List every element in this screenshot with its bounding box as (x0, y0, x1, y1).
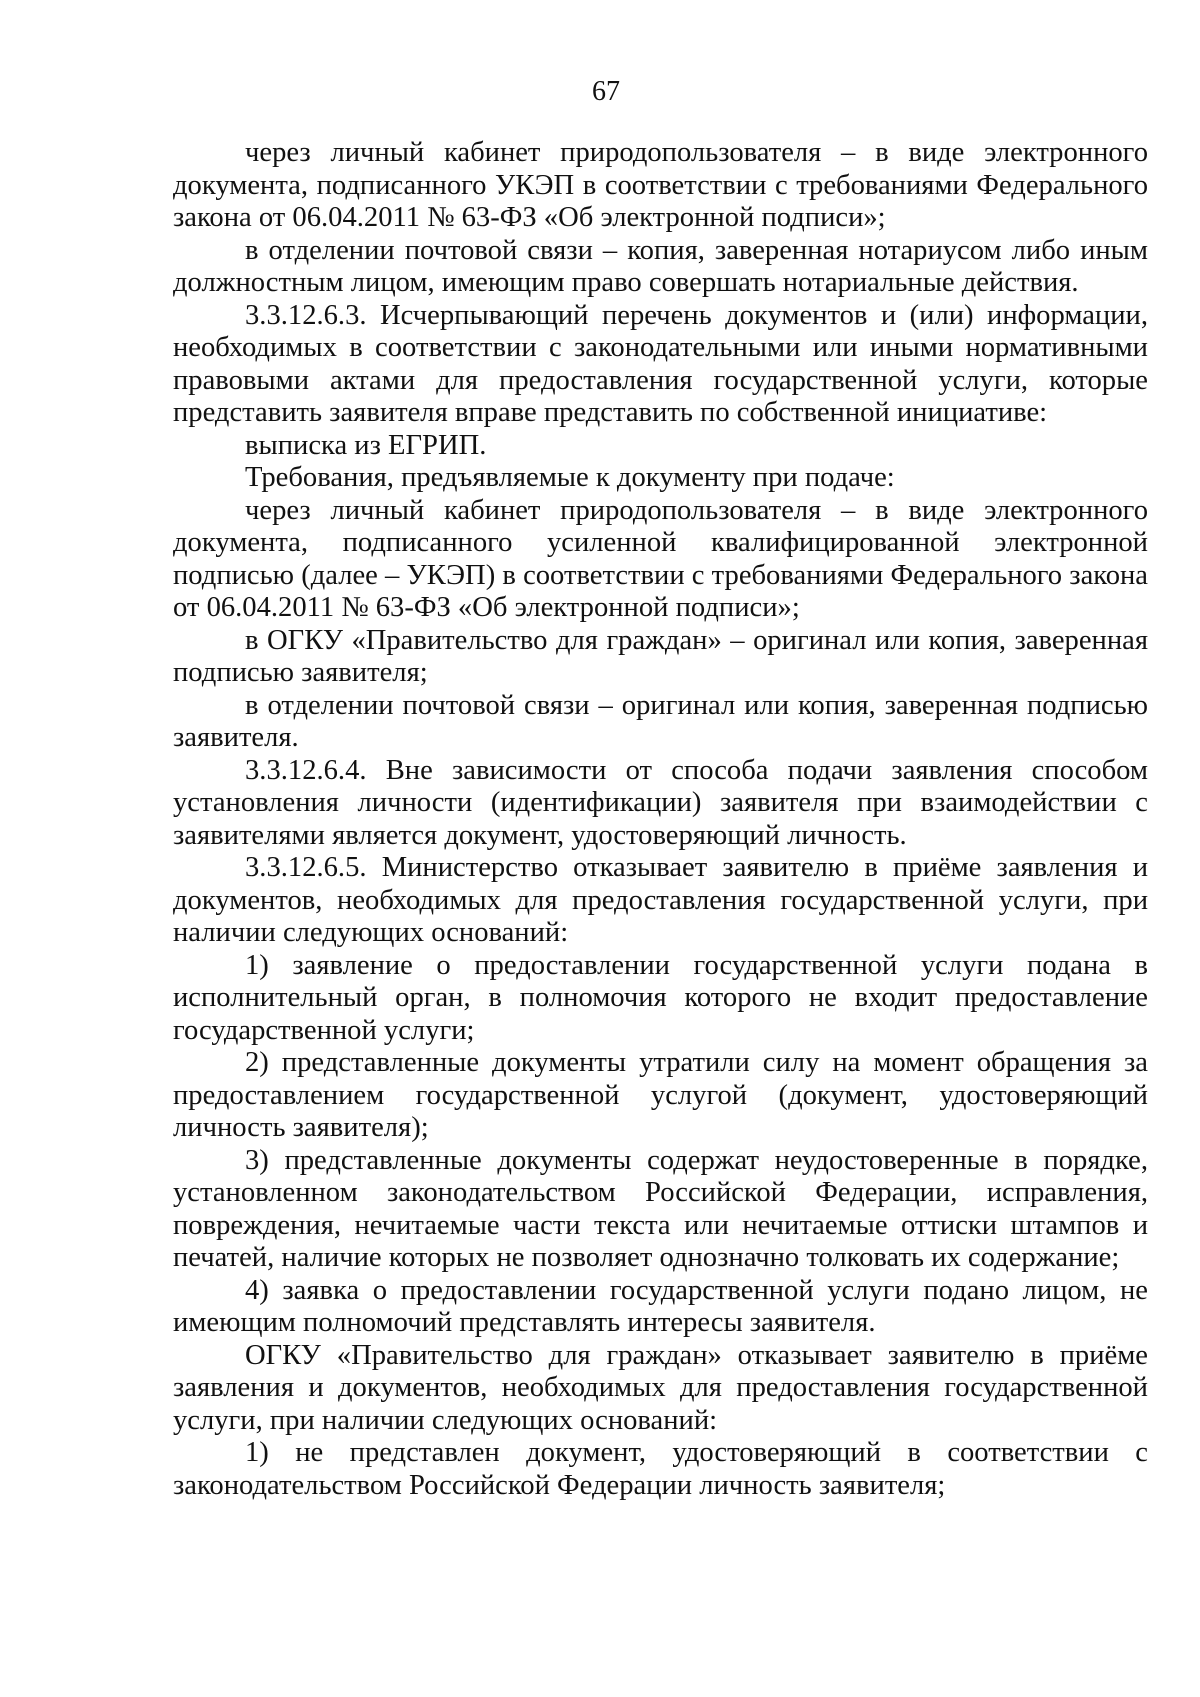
paragraph-requirement-personal-account: через личный кабинет природопользователя – в виде электронного документа, подписанного усиленной квалифицированной электронной подписью (далее – УКЭП) в соответствии с требованиями Федерального закона от 06.04.2011 № 63-ФЗ «Об электронной подписи»; (173, 494, 1148, 623)
paragraph-submission-personal-account: через личный кабинет природопользователя – в виде электронного документа, подписанного УКЭП в соответствии с требованиями Федерального закона от 06.04.2011 № 63-ФЗ «Об электронной подписи»; (173, 137, 1148, 233)
paragraph-section-3-3-12-6-5: 3.3.12.6.5. Министерство отказывает заявителю в приёме заявления и документов, необходимых для предоставления государственной услуги, при наличии следующих оснований: (173, 852, 1148, 948)
paragraph-requirement-ogku: в ОГКУ «Правительство для граждан» – оригинал или копия, заверенная подписью заявителя; (173, 624, 1148, 688)
paragraph-egrip-extract: выписка из ЕГРИП. (245, 429, 487, 461)
paragraph-submission-post-office-copy: в отделении почтовой связи – копия, заверенная нотариусом либо иным должностным лицом, имеющим право совершать нотариальные действия. (173, 234, 1148, 298)
paragraph-ministry-ground-3: 3) представленные документы содержат неудостоверенные в порядке, установленном законодательством Российской Федерации, исправления, повреждения, нечитаемые части текста или нечитаемые оттиски штампов и печатей, наличие которых не позволяет однозначно толковать их содержание; (173, 1144, 1148, 1273)
paragraph-ministry-ground-1: 1) заявление о предоставлении государственной услуги подана в исполнительный орган, в полномочия которого не входит предоставление государственной услуги; (173, 949, 1148, 1046)
paragraph-section-3-3-12-6-3: 3.3.12.6.3. Исчерпывающий перечень документов и (или) информации, необходимых в соответствии с законодательными или иными нормативными правовыми актами для предоставления государственной услуги, которые представить заявителя вправе представить по собственной инициативе: (173, 299, 1148, 428)
paragraph-ministry-ground-2: 2) представленные документы утратили силу на момент обращения за предоставлением государственной услугой (документ, удостоверяющий личность заявителя); (173, 1047, 1148, 1143)
paragraph-requirement-post-office: в отделении почтовой связи – оригинал или копия, заверенная подписью заявителя. (173, 689, 1148, 753)
paragraph-document-requirements: Требования, предъявляемые к документу при подаче: (245, 462, 895, 493)
page-number: 67 (592, 76, 620, 107)
paragraph-ogku-refusal-intro: ОГКУ «Правительство для граждан» отказывает заявителю в приёме заявления и документов, необходимых для предоставления государственной услуги, при наличии следующих оснований: (173, 1339, 1148, 1436)
paragraph-ministry-ground-4: 4) заявка о предоставлении государственной услуги подано лицом, не имеющим полномочий представлять интересы заявителя. (173, 1274, 1148, 1338)
document-body (173, 137, 1148, 1502)
paragraph-ogku-ground-1: 1) не представлен документ, удостоверяющий в соответствии с законодательством Российской Федерации личность заявителя; (173, 1437, 1148, 1501)
paragraph-section-3-3-12-6-4: 3.3.12.6.4. Вне зависимости от способа подачи заявления способом установления личности (идентификации) заявителя при взаимодействии с заявителями является документ, удостоверяющий личность. (173, 754, 1148, 851)
